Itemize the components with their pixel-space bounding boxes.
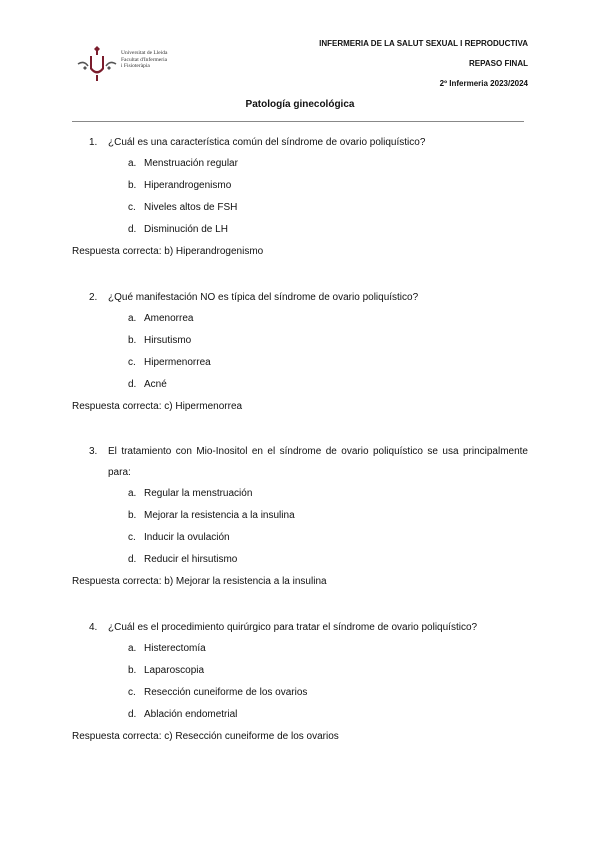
header-divider (72, 121, 524, 122)
question-text: ¿Cuál es el procedimiento quirúrgico para tratar el síndrome de ovario poliquístico? (108, 622, 478, 633)
header-review: REPASO FINAL (469, 59, 528, 68)
option-letter: c. (128, 357, 136, 368)
option-letter: a. (128, 643, 137, 654)
option-text: Acné (144, 379, 167, 390)
option-letter: d. (128, 554, 137, 565)
option-text: Niveles altos de FSH (144, 202, 238, 213)
option-letter: b. (128, 665, 137, 676)
correct-answer: Respuesta correcta: b) Hiperandrogenismo (72, 246, 264, 257)
option-d (72, 374, 528, 396)
question-number: 2. (89, 292, 98, 303)
option-d (72, 549, 528, 571)
option-a (72, 638, 528, 660)
university-logo (74, 44, 184, 84)
question-text: ¿Qué manifestación NO es típica del síndrome de ovario poliquístico? (108, 292, 419, 303)
option-letter: c. (128, 687, 136, 698)
question-stem (72, 617, 528, 638)
logo-line: Universitat de Lleida (121, 50, 168, 56)
question-1 (72, 132, 528, 263)
option-text: Amenorrea (144, 313, 194, 324)
question-4 (72, 617, 528, 748)
option-text: Regular la menstruación (144, 488, 253, 499)
option-a (72, 308, 528, 330)
logo-line: i Fisioteràpia (121, 63, 150, 70)
option-letter: a. (128, 158, 137, 169)
option-letter: d. (128, 379, 137, 390)
option-text: Hipermenorrea (144, 357, 211, 368)
option-text: Disminución de LH (144, 224, 228, 235)
logo-wordmark (121, 50, 167, 70)
university-emblem-icon (74, 44, 120, 84)
option-letter: b. (128, 335, 137, 346)
option-b (72, 175, 528, 197)
option-letter: d. (128, 224, 137, 235)
option-letter: b. (128, 180, 137, 191)
question-number: 3. (89, 446, 98, 457)
question-stem (72, 287, 528, 308)
option-text: Hirsutismo (144, 335, 192, 346)
question-stem (72, 441, 528, 483)
question-number: 4. (89, 622, 98, 633)
correct-answer: Respuesta correcta: c) Hipermenorrea (72, 401, 243, 412)
option-c (72, 527, 528, 549)
option-b (72, 660, 528, 682)
option-d (72, 704, 528, 726)
option-d (72, 219, 528, 241)
option-c (72, 682, 528, 704)
option-letter: a. (128, 488, 137, 499)
page-title: Patología ginecológica (245, 99, 355, 110)
option-letter: d. (128, 709, 137, 720)
option-c (72, 197, 528, 219)
option-text: Menstruación regular (144, 158, 238, 169)
option-text: Mejorar la resistencia a la insulina (144, 510, 295, 521)
option-letter: a. (128, 313, 137, 324)
option-letter: c. (128, 532, 136, 543)
option-text: Ablación endometrial (144, 709, 238, 720)
option-c (72, 352, 528, 374)
option-text: Hiperandrogenismo (144, 180, 232, 191)
option-a (72, 483, 528, 505)
option-text: Resección cuneiforme de los ovarios (144, 687, 308, 698)
question-stem (72, 132, 528, 153)
logo-line: Facultat d'Infermeria (121, 56, 168, 63)
option-letter: b. (128, 510, 137, 521)
option-b (72, 330, 528, 352)
question-text: El tratamiento con Mio-Inositol en el síndrome de ovario poliquístico se usa principalmente para: (108, 446, 528, 478)
option-text: Inducir la ovulación (144, 532, 230, 543)
option-a (72, 153, 528, 175)
correct-answer: Respuesta correcta: b) Mejorar la resistencia a la insulina (72, 576, 327, 587)
question-number: 1. (89, 137, 98, 148)
question-3 (72, 441, 528, 593)
option-letter: c. (128, 202, 136, 213)
header-year: 2º Infermeria 2023/2024 (439, 79, 528, 88)
option-text: Reducir el hirsutismo (144, 554, 238, 565)
header-course: INFERMERIA DE LA SALUT SEXUAL I REPRODUCTIVA (319, 39, 528, 48)
option-text: Histerectomía (144, 643, 206, 654)
question-text: ¿Cuál es una característica común del síndrome de ovario poliquístico? (108, 137, 426, 148)
option-text: Laparoscopia (144, 665, 205, 676)
question-2 (72, 287, 528, 418)
correct-answer: Respuesta correcta: c) Resección cuneiforme de los ovarios (72, 731, 339, 742)
option-b (72, 505, 528, 527)
